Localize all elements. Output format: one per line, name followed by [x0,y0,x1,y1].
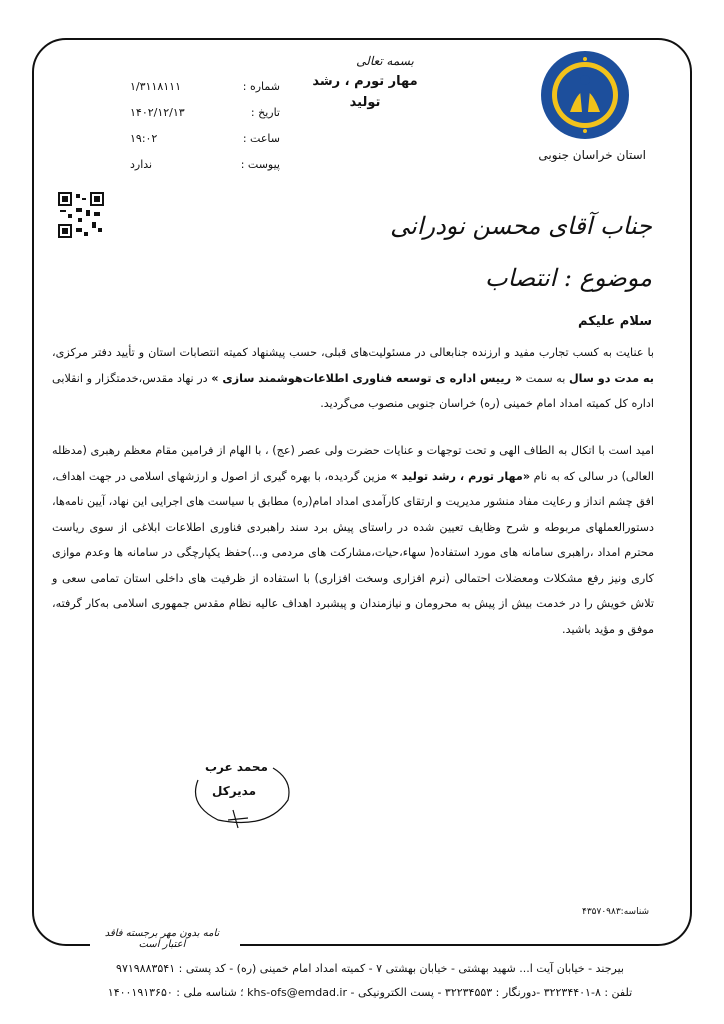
attachment-label: پیوست : [240,158,280,171]
p1-part-c: به سمت [522,371,569,385]
time-label: ساعت : [242,132,280,145]
paragraph-1 [52,340,654,417]
emdad-logo-icon [540,50,630,140]
date-value: ۱۴۰۲/۱۲/۱۳ [130,106,185,119]
meta-attachment [130,158,280,171]
number-value: ۱/۳۱۱۸۱۱۱ [130,80,181,93]
meta-time [130,132,280,145]
number-label: شماره : [242,80,280,93]
subject: موضوع : انتصاب [484,264,652,292]
basmala: بسمه تعالی [356,54,414,68]
p2-year-slogan: «مهار تورم ، رشد تولید » [390,469,531,483]
addressee: جناب آقای محسن نودرانی [390,212,652,240]
meta-date [130,106,280,119]
attachment-value: ندارد [130,158,153,171]
signatory-title: مدیرکل [212,784,257,798]
document-id: شناسه:۴۳۵۷۰۹۸۳ [582,907,650,917]
address-line-1: بیرجند - خیابان آیت ا... شهید بهشتی - خیابان بهشتی ۷ - کمیته امداد امام خمینی (ره) - کد پستی : ۹۷۱۹۸۸۳۵۴۱ [116,962,624,975]
p2-part-c: مزین گردیده، با بهره گیری از اصول و ارزشهای اسلامی در جهت اهداف، افق چشم انداز و رعایت مفاد منشور مدیریت و ارتقای کارآمدی امداد امام(ره) مطابق با سیاست های اجرایی این نهاد، آیین نامه‌ها، دستورالعملهای مربوطه و شرح وظایف تعیین شده در راستای پیش برد سند راهبردی فناوری اطلاعات ابلاغی از سوی ریاست محترم امداد ،راهبری سامانه های مورد استفاده( سهاء،حیات،مشارکت های مردمی و...)حفظ یکپارچگی در سامانه ها وعدم موازی کاری ونیز رفع مشکلات ومعضلات احتمالی (نرم افزاری وسخت افزاری) با استفاده از ظرفیت های داخلی استان تمامی سعی و تلاش خویش را در خدمت بیش از پیش به محرومان و نیازمندان و پیشبرد اهداف عالیه نظام مقدس جمهوری اسلامی به‌کار گرفته، موفق و مؤید باشید. [52,469,654,636]
meta-number [130,80,280,93]
letter-meta [130,80,280,184]
p1-part-a: با عنایت به کسب تجارب مفید و ارزنده جنابعالی در مسئولیت‌های قبلی، حسب پیشنهاد کمیته انتصابات استان و تأیید دفتر مرکزی، [52,346,654,359]
province-name: استان خراسان جنوبی [538,148,646,162]
header-center [300,54,430,110]
p1-duration: به مدت دو سال [568,371,654,385]
date-label: تاریخ : [250,106,280,119]
frame-note: نامه بدون مهر برجسته فاقد اعتبار است [104,928,220,950]
time-value: ۱۹:۰۲ [130,132,158,145]
signatory-name: محمد عرب [205,760,268,774]
paragraph-2 [52,438,654,642]
p1-part-e: در نهاد مقدس،خدمتگزار و انقلابی اداره کل کمیته امداد امام خمینی (ره) خراسان جنوبی منصوب می‌گردید. [52,371,654,410]
p2-part-a: امید است با اتکال به الطاف الهی و تحت توجهات و عنایات حضرت ولی عصر (عج) ، با الهام از فرامین مقام معظم رهبری (مدظله العالی) در سالی که به نام [52,444,654,483]
slogan-line-1: مهار تورم ، رشد [312,74,418,89]
slogan-line-2: تولید [349,95,381,110]
address-line-2: تلفن : ۸-۳۲۲۳۴۴۰۱ -دورنگار : ۳۲۲۳۴۵۵۳ - پست الکترونیکی - khs-ofs@emdad.ir ؛ شناسه ملی : ۱۴۰۰۱۹۱۳۶۵۰ [107,986,633,999]
greeting: سلام علیکم [578,314,652,329]
qr-code-icon [58,192,104,238]
p1-position: « رییس اداره ی توسعه فناوری اطلاعات‌هوشمند سازی » [211,371,523,385]
